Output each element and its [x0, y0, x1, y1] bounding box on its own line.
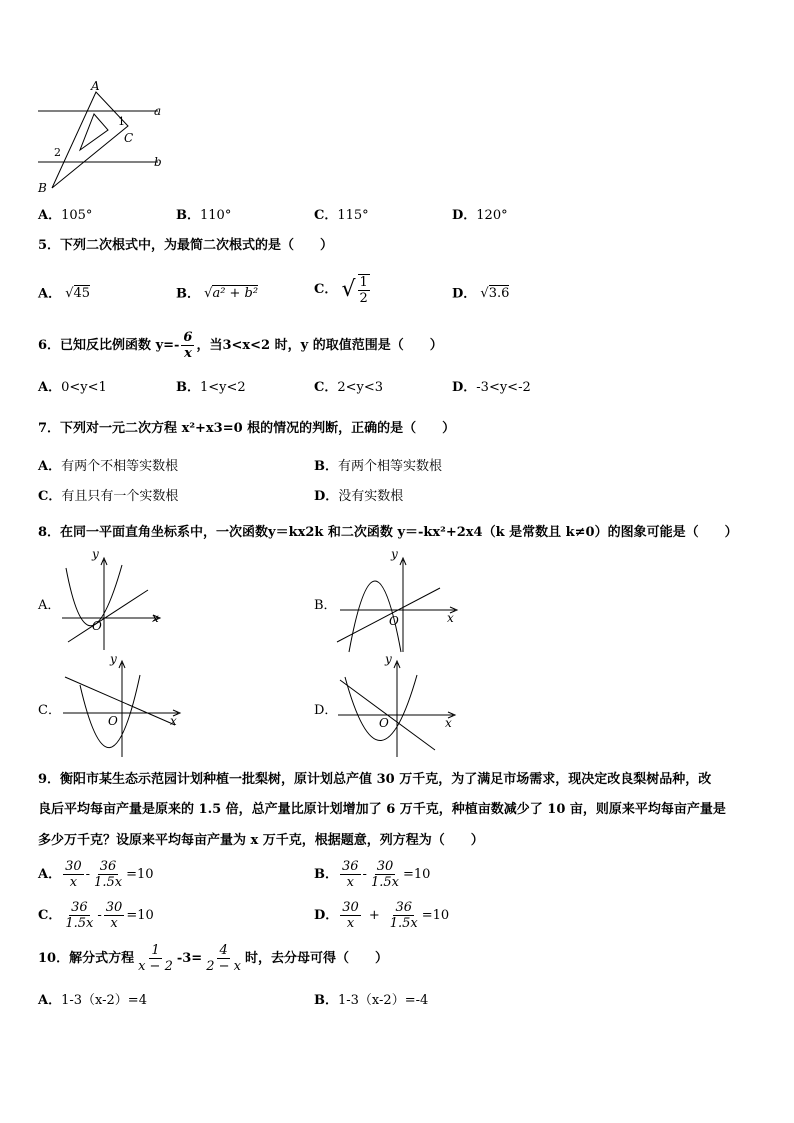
q8-graph-d	[335, 655, 460, 760]
q5-option-d: D． √3.6	[452, 286, 510, 302]
q8-graph-a	[60, 550, 170, 655]
q4-option-b: B．110°	[176, 208, 232, 223]
label-B: B	[38, 181, 47, 195]
q7-option-a: A．有两个不相等实数根	[38, 459, 179, 474]
q4-triangle-figure	[30, 78, 180, 198]
svg-text:x: x	[170, 714, 177, 728]
q7-option-d: D．没有实数根	[314, 489, 404, 504]
q8-option-b-letter: B．	[314, 598, 337, 613]
q5-option-c: C． √ $\frac{1}{2}$	[314, 275, 368, 306]
q10-option-a: A．1-3（x-2）=4	[38, 993, 147, 1008]
svg-text:y: y	[110, 655, 117, 666]
q9-stem-line3: 多少万千克？设原来平均每亩产量为 x 万千克，根据题意，列方程为（ ）	[38, 833, 484, 848]
q5-option-b: B． √a² + b²	[176, 286, 259, 302]
q10-stem: 10．解分式方程 $\frac{1}{x - 2}$ -3= $\frac{4}{2 - x}$ 时，去分母可得（ ）	[38, 943, 388, 974]
q8-option-d-letter: D．	[314, 703, 338, 718]
q8-stem: 8．在同一平面直角坐标系中，一次函数y＝kx2k 和二次函数 y＝-kx²+2x4（k 是常数且 k≠0）的图象可能是（ ）	[38, 525, 738, 540]
q4-option-c: C．115°	[314, 208, 369, 223]
q9-stem-line2: 良后平均每亩产量是原来的 1.5 倍，总产量比原计划增加了 6 万千克，种植亩数减少了 10 亩，则原来平均每亩产量是	[38, 802, 726, 817]
svg-text:O: O	[108, 714, 118, 728]
label-1: 1	[118, 115, 125, 128]
svg-text:y: y	[391, 550, 398, 561]
q6-option-a: A．0<y<1	[38, 380, 107, 395]
q8-graph-b	[335, 550, 460, 655]
q9-option-c: C． $\frac{36}{1.5x}$ - $\frac{30}{x}$ =10	[38, 900, 154, 931]
q4-option-d: D．120°	[452, 208, 508, 223]
q9-option-d: D． $\frac{30}{x}$ + $\frac{36}{1.5x}$ =10	[314, 900, 450, 931]
q6-option-b: B．1<y<2	[176, 380, 246, 395]
q6-option-c: C．2<y<3	[314, 380, 384, 395]
q10-option-b: B．1-3（x-2）=-4	[314, 993, 429, 1008]
origin-label: O	[92, 619, 102, 633]
q5-option-a: A． √45	[38, 286, 91, 302]
q8-graph-c	[60, 655, 185, 760]
q7-stem: 7．下列对一元二次方程 x²+x3=0 根的情况的判断，正确的是（ ）	[38, 421, 456, 436]
label-2: 2	[54, 146, 61, 159]
svg-text:O: O	[389, 614, 399, 628]
line-b-label: b	[154, 155, 162, 169]
q4-option-a: A．105°	[38, 208, 93, 223]
q6-stem: 6．已知反比例函数 y=- $\frac{6}{x}$ ，当3<x<2 时，y 的取值范围是（ ）	[38, 330, 443, 361]
q6-option-d: D．-3<y<-2	[452, 380, 531, 395]
q7-option-b: B．有两个相等实数根	[314, 459, 443, 474]
svg-text:x: x	[445, 716, 452, 730]
q8-option-c-letter: C．	[38, 703, 61, 718]
axis-x-label: x	[152, 611, 159, 625]
q7-option-c: C．有且只有一个实数根	[38, 489, 179, 504]
svg-text:x: x	[447, 611, 454, 625]
label-A: A	[91, 79, 100, 93]
svg-text:O: O	[379, 716, 389, 730]
q9-option-a: A． $\frac{30}{x}$ - $\frac{36}{1.5x}$ =10	[38, 859, 154, 890]
q9-stem-line1: 9．衡阳市某生态示范园计划种植一批梨树，原计划总产值 30 万千克，为了满足市场需求，现决定改良梨树品种，改	[38, 772, 712, 787]
label-C: C	[124, 131, 134, 145]
q5-stem: 5．下列二次根式中，为最简二次根式的是（ ）	[38, 238, 334, 253]
svg-text:y: y	[385, 655, 392, 666]
q8-option-a-letter: A．	[38, 598, 61, 613]
line-a-label: a	[154, 104, 162, 118]
axis-y-label: y	[92, 550, 99, 561]
q9-option-b: B． $\frac{36}{x}$ - $\frac{30}{1.5x}$ =10	[314, 859, 431, 890]
